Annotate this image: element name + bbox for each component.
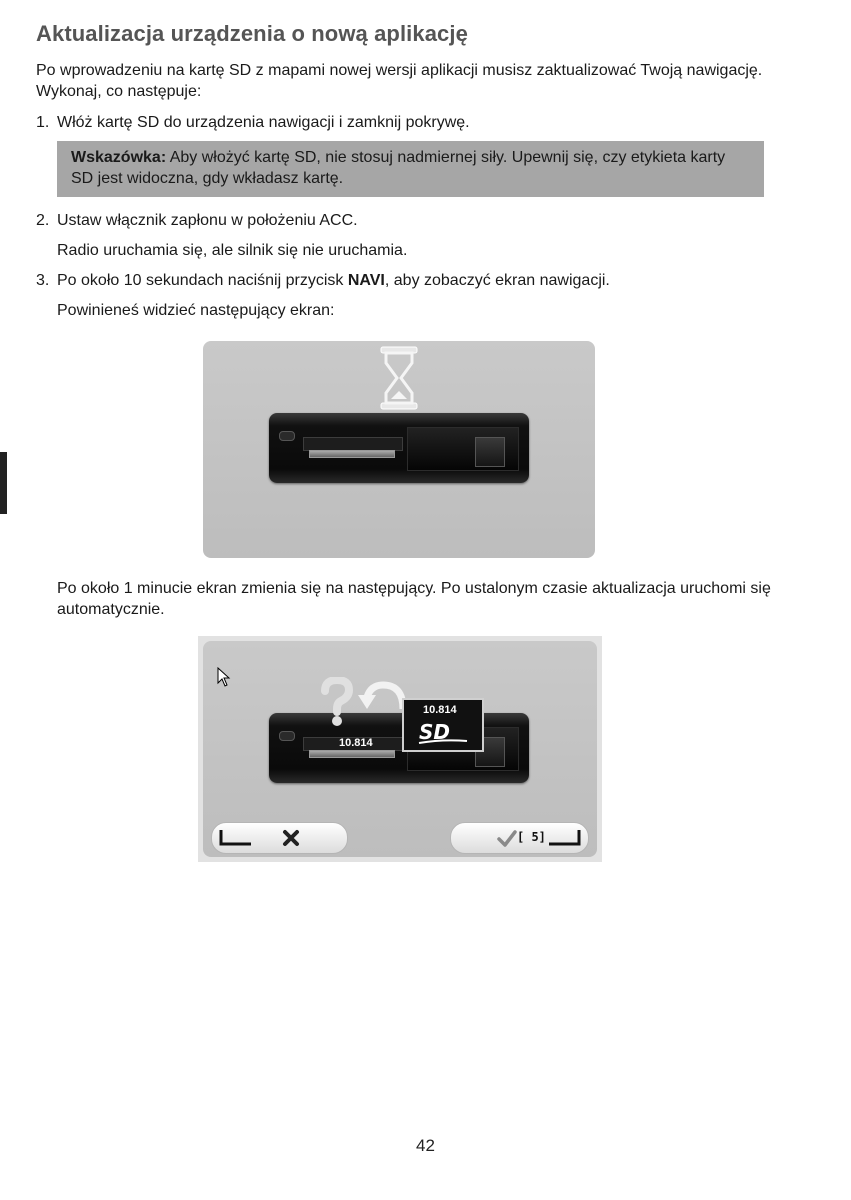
navigation-device-graphic	[269, 413, 529, 483]
step-2	[36, 210, 796, 231]
step-2-note: Radio uruchamia się, ale silnik się nie uruchamia.	[57, 242, 408, 259]
step-number: 3.	[36, 272, 50, 289]
confirm-button[interactable]	[450, 822, 589, 854]
loading-screen-image	[203, 341, 595, 558]
sd-card-popup	[402, 698, 484, 752]
sd-card-slot-bar	[309, 750, 395, 758]
tip-label: Wskazówka:	[71, 149, 167, 166]
tip-text: Aby włożyć kartę SD, nie stosuj nadmiernej siły. Upewnij się, czy etykieta karty SD jest widoczna, gdy wkładasz kartę.	[71, 149, 726, 187]
step-text-before: Po około 10 sekundach naciśnij przycisk	[57, 272, 348, 289]
update-screen-image	[198, 636, 602, 862]
hourglass-icon	[377, 345, 421, 411]
after-screen-paragraph: Po około 1 minucie ekran zmienia się na następujący. Po ustalonym czasie aktualizacja uruchomi się automatycznie.	[57, 580, 771, 618]
countdown-label: [ 5]	[517, 830, 546, 844]
navi-keyword: NAVI	[347, 272, 385, 289]
step-1	[36, 112, 796, 133]
sd-slot	[303, 437, 403, 451]
checkmark-icon	[497, 830, 517, 847]
page-number: 42	[416, 1136, 435, 1155]
page-title: Aktualizacja urządzenia o nową aplikację	[36, 21, 468, 46]
tip-box	[57, 141, 764, 197]
device-button	[475, 437, 505, 467]
question-mark-icon	[319, 677, 355, 727]
step-number: 2.	[36, 212, 50, 229]
sd-version-label: 10.814	[423, 704, 457, 716]
curved-arrow-icon	[357, 679, 407, 719]
step-number: 1.	[36, 114, 50, 131]
cursor-icon	[217, 667, 231, 687]
sd-logo-icon	[415, 720, 471, 746]
step-3-note: Powinieneś widzieć następujący ekran:	[57, 302, 335, 319]
cancel-button[interactable]	[211, 822, 348, 854]
device-led	[279, 731, 295, 741]
chapter-tab-marker	[0, 452, 7, 514]
step-text: Ustaw włącznik zapłonu w położeniu ACC.	[57, 212, 358, 229]
step-text: Włóż kartę SD do urządzenia nawigacji i zamknij pokrywę.	[57, 114, 470, 131]
slot-version-label: 10.814	[339, 737, 373, 749]
device-led	[279, 431, 295, 441]
cancel-x-icon	[282, 829, 300, 847]
sd-card-slot-bar	[309, 450, 395, 458]
bracket-right-icon	[547, 829, 581, 847]
step-3	[36, 270, 796, 291]
sd-logo-text: SD	[419, 720, 451, 744]
bracket-left-icon	[219, 829, 253, 847]
step-text-after: , aby zobaczyć ekran nawigacji.	[384, 272, 610, 289]
navigation-device-graphic	[269, 713, 529, 783]
update-screen-panel	[203, 641, 597, 857]
intro-paragraph: Po wprowadzeniu na kartę SD z mapami nowej wersji aplikacji musisz zaktualizować Twoją nawigację. Wykonaj, co następuje:	[36, 62, 763, 100]
